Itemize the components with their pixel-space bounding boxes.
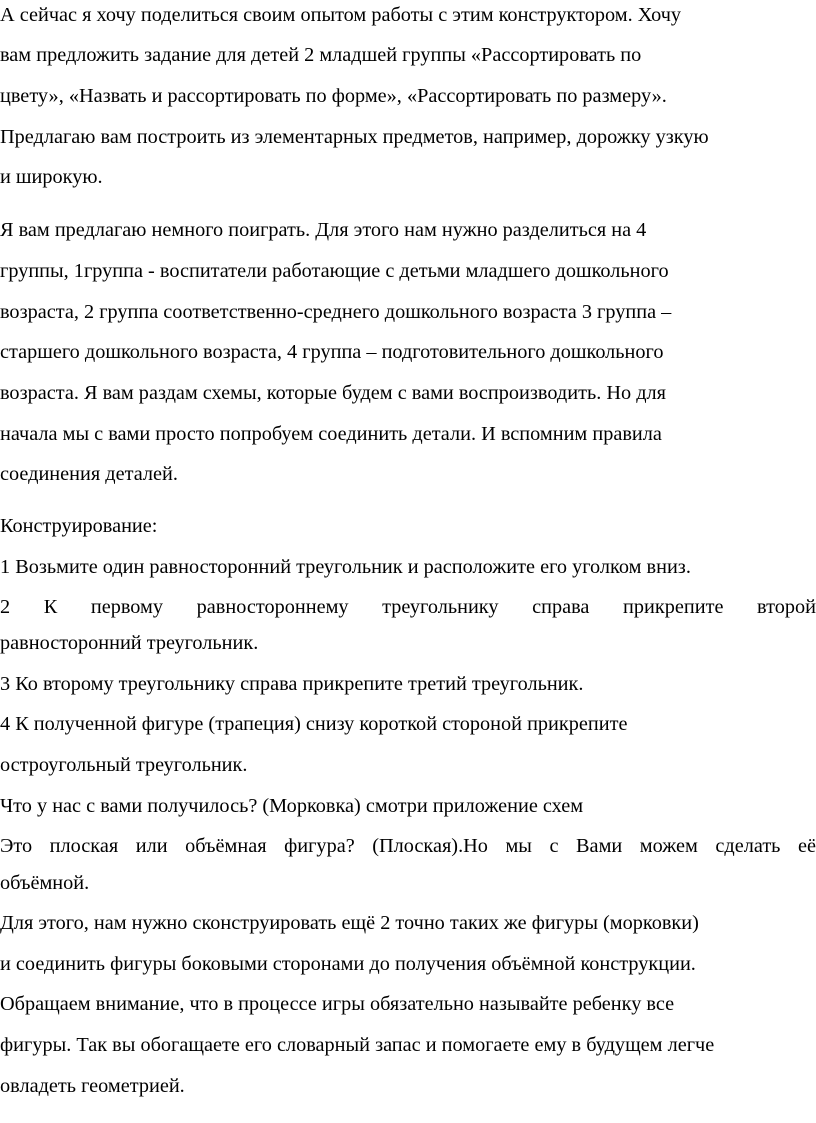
text-line: Что у нас с вами получилось? (Морковка) смотри приложение схем — [0, 795, 584, 817]
text-line: А сейчас я хочу поделиться своим опытом работы с этим конструктором. Хочу — [0, 4, 682, 26]
text-line: и широкую. — [0, 166, 103, 188]
text-line: Я вам предлагаю немного поиграть. Для этого нам нужно разделиться на 4 — [0, 219, 647, 241]
text-line: вам предложить задание для детей 2 младшей группы «Рассортировать по — [0, 44, 642, 66]
text-line: группы, 1группа - воспитатели работающие с детьми младшего дошкольного — [0, 260, 669, 282]
text-line: Это плоская или объёмная фигура? (Плоская).Но мы с Вами можем сделать её — [0, 835, 816, 857]
text-line: объёмной. — [0, 872, 90, 894]
text-line: и соединить фигуры боковыми сторонами до получения объёмной конструкции. — [0, 953, 696, 975]
text-line: возраста. Я вам раздам схемы, которые будем с вами воспроизводить. Но для — [0, 382, 666, 404]
text-line: Обращаем внимание, что в процессе игры обязательно называйте ребенку все — [0, 993, 675, 1015]
step-line: 3 Ко второму треугольнику справа прикрепите третий треугольник. — [0, 673, 584, 695]
step-line: 4 К полученной фигуре (трапеция) снизу короткой стороной прикрепите — [0, 713, 628, 735]
text-line: Предлагаю вам построить из элементарных предметов, например, дорожку узкую — [0, 126, 709, 148]
text-line: старшего дошкольного возраста, 4 группа – подготовительного дошкольного — [0, 341, 664, 363]
step-line: равносторонний треугольник. — [0, 632, 259, 654]
text-line: Для этого, нам нужно сконструировать ещё 2 точно таких же фигуры (морковки) — [0, 912, 699, 934]
text-line: возраста, 2 группа соответственно-среднего дошкольного возраста 3 группа – — [0, 301, 672, 323]
step-line: остроугольный треугольник. — [0, 754, 248, 776]
text-line: овладеть геометрией. — [0, 1075, 185, 1097]
text-line: соединения деталей. — [0, 463, 178, 485]
text-line: начала мы с вами просто попробуем соединить детали. И вспомним правила — [0, 423, 662, 445]
step-line: 1 Возьмите один равносторонний треугольник и расположите его уголком вниз. — [0, 556, 691, 578]
text-line: цвету», «Назвать и рассортировать по форме», «Рассортировать по размеру». — [0, 85, 667, 107]
text-line: фигуры. Так вы обогащаете его словарный запас и помогаете ему в будущем легче — [0, 1034, 715, 1056]
step-line: 2 К первому равностороннему треугольнику справа прикрепите второй — [0, 596, 816, 618]
section-heading: Конструирование: — [0, 515, 158, 537]
